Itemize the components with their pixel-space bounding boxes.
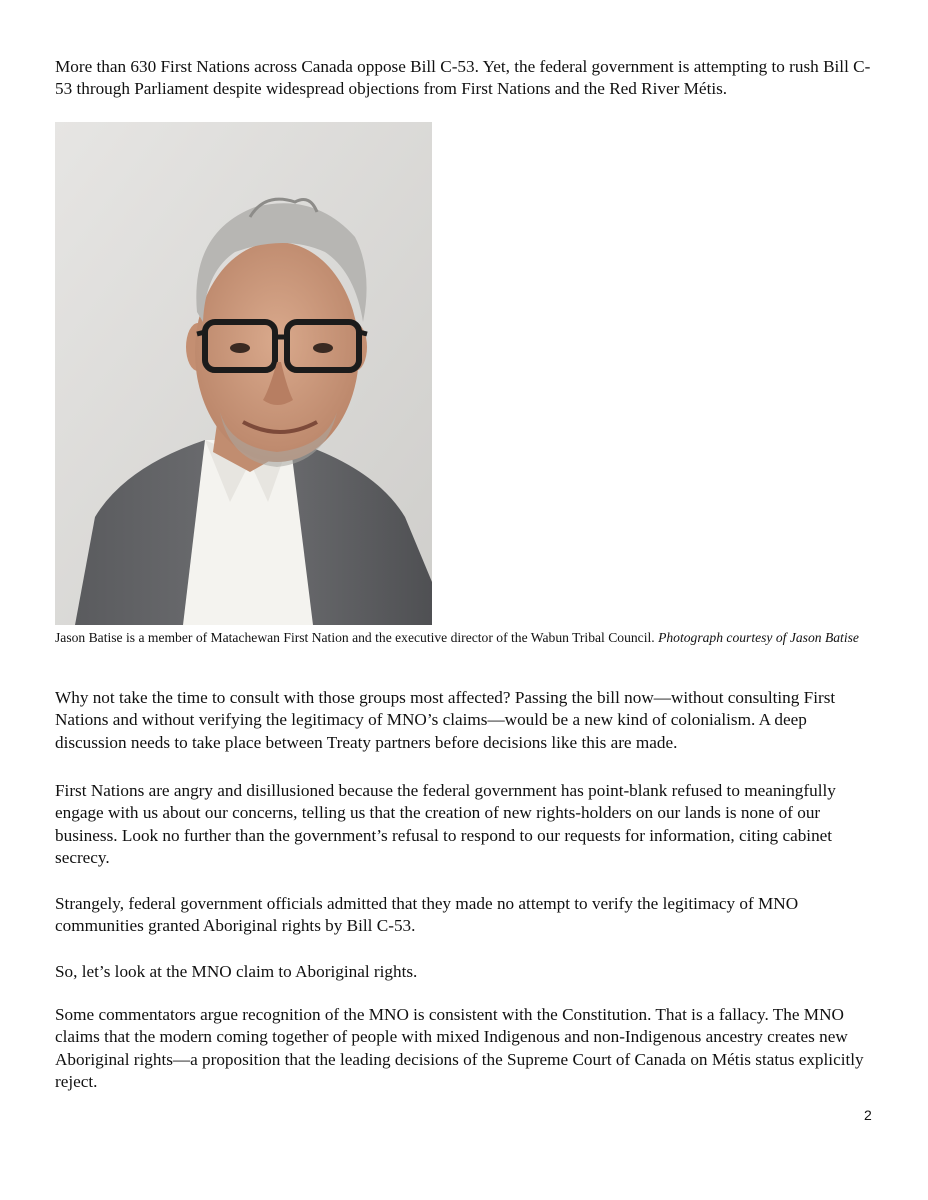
- paragraph-intro: More than 630 First Nations across Canada oppose Bill C-53. Yet, the federal government is attempting to rush Bill C-53 through Parliament despite widespread objections from First Nations and the Red River Métis.: [55, 57, 871, 99]
- caption-text: Jason Batise is a member of Matachewan First Nation and the executive director of the Wabun Tribal Council.: [55, 630, 659, 645]
- paragraph-consult: Why not take the time to consult with those groups most affected? Passing the bill now—without consulting First Nations and without verifying the legitimacy of MNO’s claims—would be a new kind of colonialism. A deep discussion needs to take place between Treaty partners before decisions like this are made.: [55, 688, 836, 752]
- page-number: 2: [864, 1107, 872, 1123]
- paragraph-angry: First Nations are angry and disillusioned because the federal government has point-blank refused to meaningfully engage with us about our concerns, telling us that the creation of new rights-holders on our lands is none of our business. Look no further than the government’s refusal to respond to our requests for information, citing cabinet secrecy.: [55, 781, 836, 868]
- paragraph-commentators: Some commentators argue recognition of the MNO is consistent with the Constitution. That is a fallacy. The MNO claims that the modern coming together of people with mixed Indigenous and non-Indigenous ancestry creates new Aboriginal rights—a proposition that the leading decisions of the Supreme Court of Canada on Métis status explicitly reject.: [55, 1005, 864, 1092]
- portrait-photo: [55, 122, 432, 625]
- paragraph-strange: Strangely, federal government officials admitted that they made no attempt to verify the legitimacy of MNO communities granted Aboriginal rights by Bill C-53.: [55, 894, 799, 936]
- caption-credit: Photograph courtesy of Jason Batise: [658, 630, 859, 645]
- photo-caption: [55, 629, 885, 647]
- paragraph-so: So, let’s look at the MNO claim to Aboriginal rights.: [55, 962, 418, 981]
